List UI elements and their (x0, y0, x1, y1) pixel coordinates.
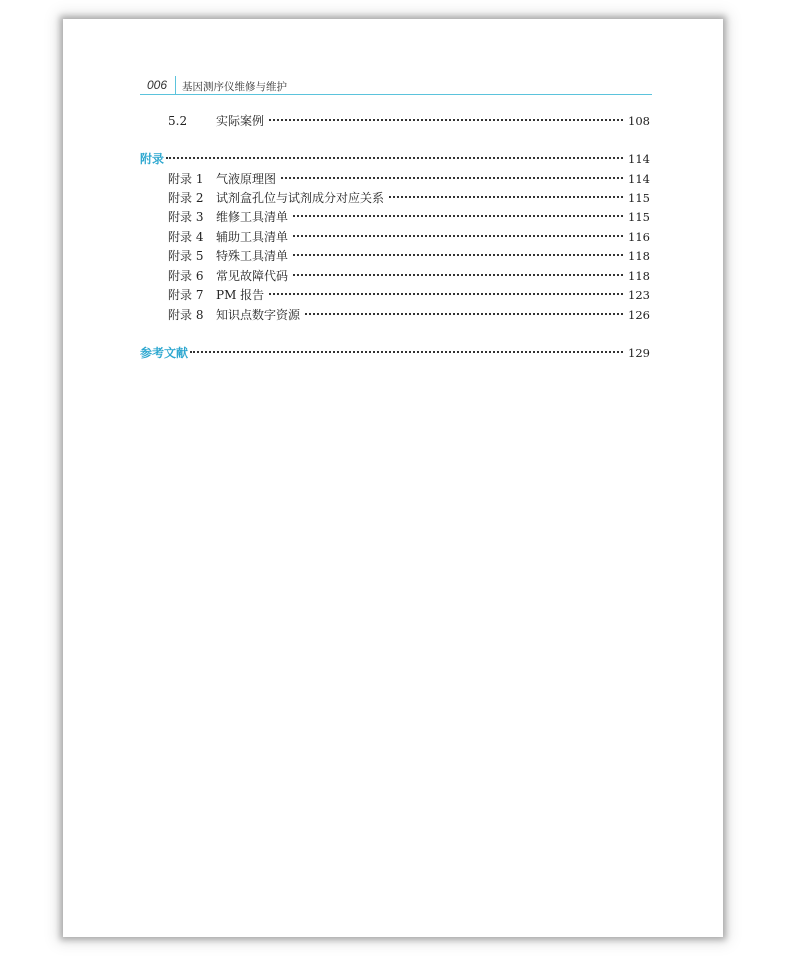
toc-leader-dots (293, 254, 623, 256)
toc-entry-title: 维修工具清单 (216, 210, 289, 224)
toc-section-title-appendix: 附录 (140, 152, 165, 166)
toc-entry-page: 118 (628, 249, 650, 263)
toc-entry-number: 5.2 (168, 114, 188, 128)
toc-entry-number: 附录 6 (168, 269, 204, 283)
toc-entry-number: 附录 7 (168, 288, 204, 302)
toc-entry-label (168, 306, 300, 324)
toc-entry-appendix-1[interactable] (168, 170, 650, 188)
toc-entry-label (168, 267, 288, 285)
header-book-title: 基因测序仪维修与维护 (182, 81, 287, 93)
toc-entry-label (168, 112, 264, 130)
toc-entry-label (168, 170, 276, 188)
toc-leader-dots (293, 215, 623, 217)
header-page-number: 006 (147, 78, 168, 92)
toc-entry-page: 116 (628, 230, 650, 244)
toc-entry-label (168, 247, 288, 265)
toc-entry-appendix-4[interactable] (168, 228, 650, 246)
toc-leader-dots (269, 119, 623, 121)
toc-entry-page: 114 (628, 152, 650, 166)
toc-entry-label (168, 208, 288, 226)
toc-entry-title: 特殊工具清单 (216, 249, 289, 263)
toc-entry-appendix-8[interactable] (168, 306, 650, 324)
toc-entry-title: PM 报告 (216, 288, 265, 302)
toc-entry-label (168, 189, 384, 207)
toc-leader-dots (190, 351, 623, 353)
toc-section-title-references: 参考文献 (140, 346, 189, 360)
toc-entry-label (168, 286, 264, 304)
toc-leader-dots (269, 293, 623, 295)
toc-entry-page: 118 (628, 269, 650, 283)
toc-leader-dots (166, 157, 623, 159)
toc-entry-title: 试剂盒孔位与试剂成分对应关系 (216, 191, 385, 205)
toc-leader-dots (305, 313, 623, 315)
toc-entry-appendix-3[interactable] (168, 208, 650, 226)
toc-leader-dots (293, 274, 623, 276)
toc-entry-page: 115 (628, 210, 650, 224)
toc-entry-title: 实际案例 (216, 114, 265, 128)
toc-leader-dots (389, 196, 623, 198)
toc-entry-appendix-5[interactable] (168, 247, 650, 265)
book-page (63, 19, 723, 937)
toc-entry-page: 114 (628, 172, 650, 186)
toc-entry-appendix-6[interactable] (168, 267, 650, 285)
toc-entry-label (168, 228, 288, 246)
running-header (140, 76, 652, 95)
toc-entry-appendix-2[interactable] (168, 189, 650, 207)
toc-entry-number: 附录 5 (168, 249, 204, 263)
toc-entry-5-2[interactable] (168, 112, 650, 130)
toc-entry-number: 附录 2 (168, 191, 204, 205)
toc-entry-title: 知识点数字资源 (216, 308, 301, 322)
toc-entry-page: 115 (628, 191, 650, 205)
toc-entry-page: 126 (628, 308, 650, 322)
header-divider (175, 76, 176, 95)
toc-leader-dots (293, 235, 623, 237)
toc-entry-title: 常见故障代码 (216, 269, 289, 283)
toc-entry-page: 123 (628, 288, 650, 302)
toc-entry-page: 129 (628, 346, 650, 360)
toc-entry-page: 108 (628, 114, 650, 128)
toc-entry-appendix-7[interactable] (168, 286, 650, 304)
toc-leader-dots (281, 177, 623, 179)
toc-entry-appendix[interactable] (140, 150, 650, 168)
toc-entry-number: 附录 1 (168, 172, 204, 186)
toc-entry-title: 辅助工具清单 (216, 230, 289, 244)
toc-entry-number: 附录 4 (168, 230, 204, 244)
toc-entry-references[interactable] (140, 344, 650, 362)
toc-entry-number: 附录 8 (168, 308, 204, 322)
toc-entry-number: 附录 3 (168, 210, 204, 224)
toc-entry-title: 气液原理图 (216, 172, 277, 186)
